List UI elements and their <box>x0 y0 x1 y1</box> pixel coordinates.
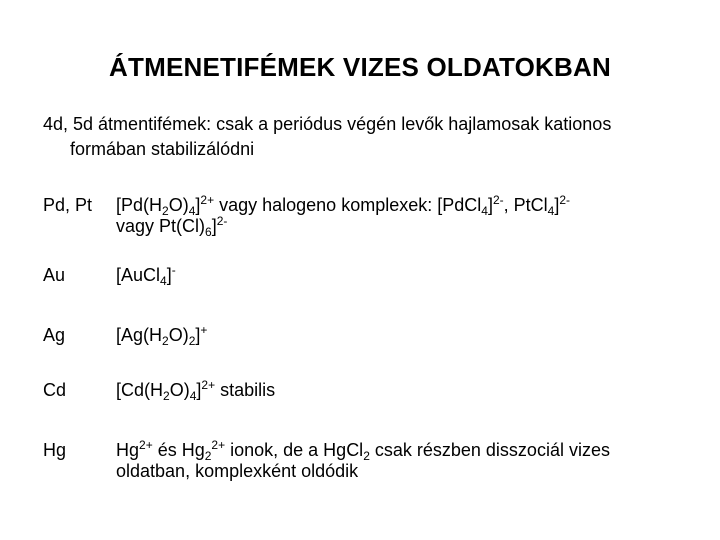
element-description <box>116 195 716 237</box>
formula-line-continued: oldatban, komplexként oldódik <box>116 461 359 481</box>
formula-line: $Hg^{2+}$ és $Hg_2^{2+}$ ionok, de a HgCl$_2$ csak részben disszociál vizes <box>116 438 610 463</box>
element-description: $[Ag(H_2O)_2]^+$ <box>116 323 208 348</box>
slide-title: ÁTMENETIFÉMEK VIZES OLDATOKBAN <box>109 52 611 82</box>
element-label: Pd, Pt <box>43 195 93 215</box>
intro-line-2: formában stabilizálódni <box>70 139 255 159</box>
element-description <box>116 440 716 482</box>
element-label: Ag <box>43 325 66 345</box>
element-label: Cd <box>43 380 67 400</box>
formula-line: $[Pd(H_2O)_4]^{2+}$ vagy halogeno komplexek: [PdCl$_4$]$^{2-}$, PtCl$_4$]$^{2-}$ <box>116 193 571 218</box>
element-description: $[Cd(H_2O)_4]^{2+}$ stabilis <box>116 378 276 403</box>
formula-line-continued: vagy $Pt(Cl)_6]^{2-}$ <box>116 214 228 239</box>
element-label: Au <box>43 265 66 285</box>
intro-line-1: 4d, 5d átmentifémek: csak a periódus végén levők hajlamosak kationos <box>43 114 612 134</box>
element-label: Hg <box>43 440 67 460</box>
element-description: [AuCl$_4$]- <box>116 263 176 288</box>
intro-paragraph <box>43 112 703 162</box>
